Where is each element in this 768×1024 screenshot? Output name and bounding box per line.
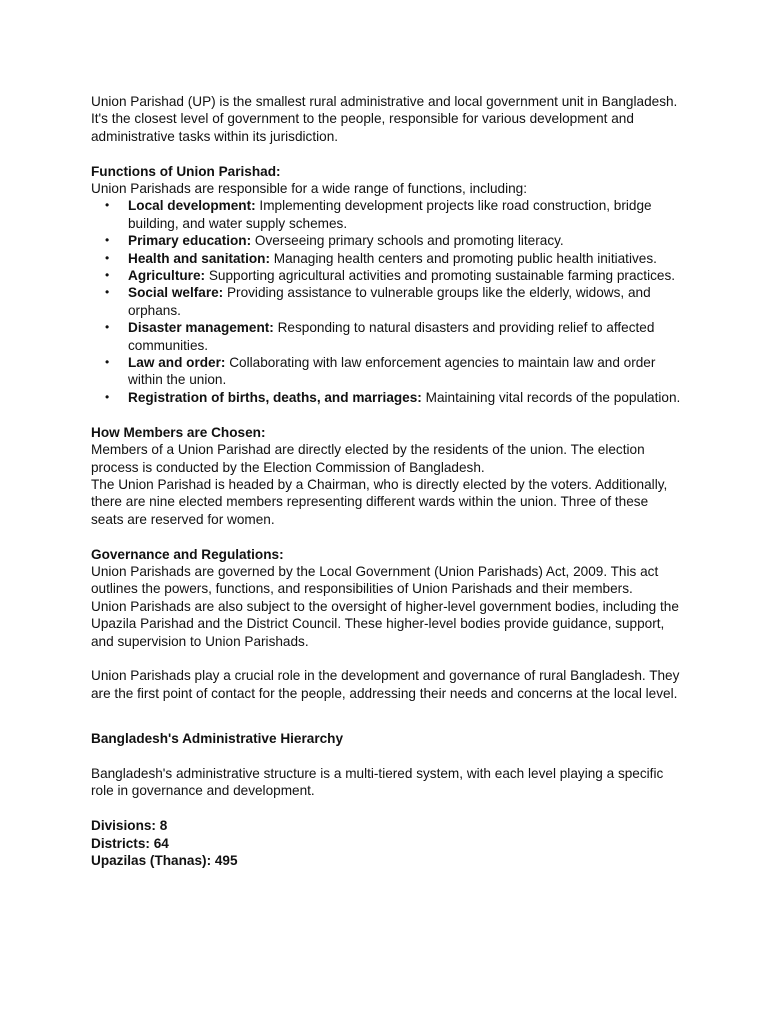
list-item-desc: Providing assistance to vulnerable groups like the elderly, widows, and orphans. (128, 285, 651, 318)
bullet-icon: • (105, 268, 110, 283)
bullet-icon: • (105, 355, 110, 370)
bullet-icon: • (105, 233, 110, 248)
hierarchy-intro: Bangladesh's administrative structure is a multi-tiered system, with each level playing a specific role in governance and development. (91, 765, 664, 799)
upazilas-count: Upazilas (Thanas): 495 (91, 852, 238, 868)
list-item-term: Local development: (128, 198, 256, 214)
bullet-icon: • (105, 285, 110, 300)
list-item-term: Agriculture: (128, 268, 206, 284)
list-item-term: Registration of births, deaths, and marriages: (128, 389, 422, 405)
list-item-term: Law and order: (128, 355, 226, 371)
list-item (91, 284, 683, 319)
governance-paragraph-1: Union Parishads are governed by the Local Government (Union Parishads) Act, 2009. This act outlines the powers, functions, and responsibilities of Union Parishads and their members. (91, 563, 659, 597)
bullet-icon: • (105, 389, 110, 404)
functions-heading: Functions of Union Parishad: (91, 163, 281, 179)
list-item-desc: Implementing development projects like road construction, bridge building, and water supply schemes. (128, 198, 652, 231)
bullet-icon: • (105, 320, 110, 335)
functions-list (91, 197, 683, 406)
functions-lead: Union Parishads are responsible for a wide range of functions, including: (91, 181, 528, 197)
list-item (91, 232, 683, 249)
list-item-term: Health and sanitation: (128, 250, 270, 266)
members-heading: How Members are Chosen: (91, 424, 266, 440)
bullet-icon: • (105, 250, 110, 265)
governance-heading: Governance and Regulations: (91, 546, 284, 562)
list-item (91, 319, 683, 354)
list-item-desc: Overseeing primary schools and promoting literacy. (251, 233, 564, 249)
list-item-desc: Responding to natural disasters and providing relief to affected communities. (128, 320, 655, 353)
members-paragraph-1: Members of a Union Parishad are directly elected by the residents of the union. The election process is conducted by the Election Commission of Bangladesh. (91, 442, 645, 475)
document-page (91, 93, 683, 869)
list-item-term: Social welfare: (128, 285, 224, 301)
divisions-count: Divisions: 8 (91, 818, 168, 834)
list-item (91, 250, 683, 267)
bullet-icon: • (105, 198, 110, 213)
governance-paragraph-2: Union Parishads are also subject to the oversight of higher-level government bodies, including the Upazila Parishad and the District Council. These higher-level bodies provide guidance, support, and supervision to Union Parishads. (91, 598, 679, 649)
list-item-term: Disaster management: (128, 320, 274, 336)
list-item (91, 389, 683, 406)
hierarchy-heading: Bangladesh's Administrative Hierarchy (91, 731, 344, 747)
list-item (91, 354, 683, 389)
list-item-desc: Collaborating with law enforcement agencies to maintain law and order within the union. (128, 355, 656, 388)
list-item-desc: Maintaining vital records of the population. (421, 389, 681, 405)
districts-count: Districts: 64 (91, 835, 169, 851)
list-item (91, 197, 683, 232)
intro-paragraph: Union Parishad (UP) is the smallest rural administrative and local government unit in Bangladesh. It's the closest level of government to the people, responsible for various development and administrative tasks within its jurisdiction. (91, 94, 678, 144)
conclusion-paragraph: Union Parishads play a crucial role in the development and governance of rural Bangladesh. They are the first point of contact for the people, addressing their needs and concerns at the local level. (91, 668, 680, 701)
list-item (91, 267, 683, 284)
list-item-desc: Managing health centers and promoting public health initiatives. (270, 250, 657, 266)
members-paragraph-2: The Union Parishad is headed by a Chairman, who is directly elected by the voters. Additionally, there are nine elected members representing different wards within the union. Three of these seats are reserved for women. (91, 476, 668, 527)
list-item-desc: Supporting agricultural activities and promoting sustainable farming practices. (205, 268, 676, 284)
list-item-term: Primary education: (128, 233, 252, 249)
